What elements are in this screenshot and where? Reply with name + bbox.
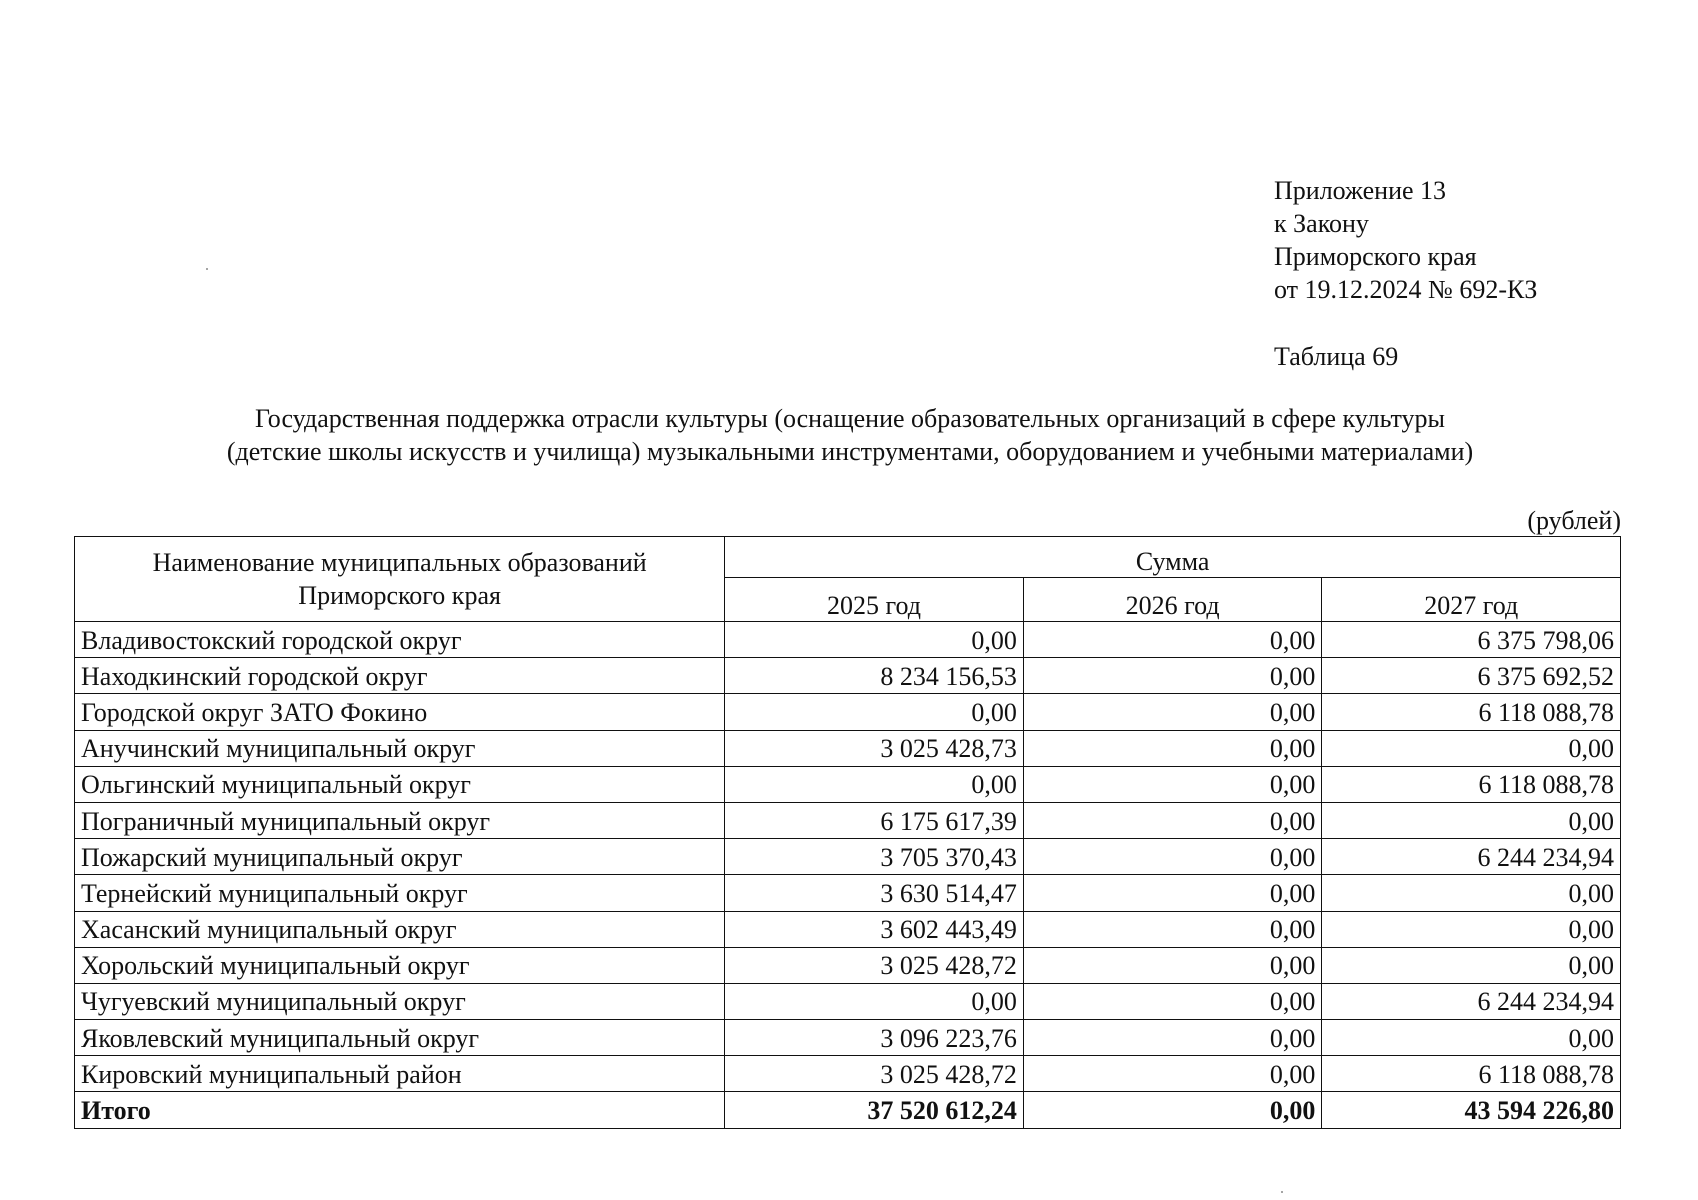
municipality-column-header	[75, 537, 725, 622]
amount-2027: 6 375 692,52	[1322, 658, 1621, 694]
appendix-reference	[1274, 174, 1537, 306]
document-title	[100, 402, 1600, 468]
amount-2027: 0,00	[1322, 911, 1621, 947]
amount-2025: 3 630 514,47	[725, 875, 1024, 911]
amount-2026: 0,00	[1023, 1092, 1322, 1128]
year-header-2025: 2025 год	[725, 578, 1024, 622]
table-row	[75, 1020, 1621, 1056]
amount-2026: 0,00	[1023, 766, 1322, 802]
amount-2025: 3 025 428,73	[725, 730, 1024, 766]
table-row	[75, 694, 1621, 730]
table-body	[75, 622, 1621, 1129]
table-row	[75, 658, 1621, 694]
municipality-name: Пожарский муниципальный округ	[75, 839, 725, 875]
table-number: Таблица 69	[1274, 342, 1399, 371]
amount-2025: 0,00	[725, 983, 1024, 1019]
appendix-line: Приложение 13	[1274, 176, 1447, 205]
table-row	[75, 622, 1621, 658]
amount-2027: 0,00	[1322, 802, 1621, 838]
scan-speck	[1281, 1191, 1283, 1193]
municipality-name: Пограничный муниципальный округ	[75, 802, 725, 838]
units-label: (рублей)	[1527, 506, 1621, 535]
municipality-name: Кировский муниципальный район	[75, 1056, 725, 1092]
municipality-name: Хасанский муниципальный округ	[75, 911, 725, 947]
appendix-line: к Закону	[1274, 209, 1369, 238]
table-row	[75, 911, 1621, 947]
amount-2027: 6 375 798,06	[1322, 622, 1621, 658]
amount-2027: 6 244 234,94	[1322, 983, 1621, 1019]
municipality-name: Тернейский муниципальный округ	[75, 875, 725, 911]
amount-2025: 6 175 617,39	[725, 802, 1024, 838]
amount-2025: 37 520 612,24	[725, 1092, 1024, 1128]
amount-2026: 0,00	[1023, 658, 1322, 694]
table-row	[75, 730, 1621, 766]
municipality-name: Чугуевский муниципальный округ	[75, 983, 725, 1019]
amount-2025: 0,00	[725, 622, 1024, 658]
amount-2025: 3 602 443,49	[725, 911, 1024, 947]
amount-2025: 3 096 223,76	[725, 1020, 1024, 1056]
amount-2026: 0,00	[1023, 1056, 1322, 1092]
table-row	[75, 802, 1621, 838]
header-line: Приморского края	[298, 581, 501, 610]
table-row	[75, 983, 1621, 1019]
amount-2026: 0,00	[1023, 875, 1322, 911]
table-row	[75, 1056, 1621, 1092]
header-line: Наименование муниципальных образований	[152, 548, 647, 577]
amount-2027: 0,00	[1322, 947, 1621, 983]
municipality-name: Городской округ ЗАТО Фокино	[75, 694, 725, 730]
sum-column-header: Сумма	[725, 537, 1621, 578]
table-row	[75, 839, 1621, 875]
amount-2026: 0,00	[1023, 911, 1322, 947]
amount-2025: 8 234 156,53	[725, 658, 1024, 694]
title-line: (детские школы искусств и училища) музыкальными инструментами, оборудованием и учебными материалами)	[226, 437, 1474, 466]
amount-2026: 0,00	[1023, 947, 1322, 983]
amount-2027: 6 118 088,78	[1322, 694, 1621, 730]
year-header-2027: 2027 год	[1322, 578, 1621, 622]
municipality-name: Ольгинский муниципальный округ	[75, 766, 725, 802]
total-row	[75, 1092, 1621, 1128]
municipality-name: Находкинский городской округ	[75, 658, 725, 694]
appendix-line: Приморского края	[1274, 242, 1477, 271]
amount-2025: 0,00	[725, 766, 1024, 802]
table-row	[75, 766, 1621, 802]
amount-2026: 0,00	[1023, 802, 1322, 838]
amount-2027: 43 594 226,80	[1322, 1092, 1621, 1128]
amount-2026: 0,00	[1023, 694, 1322, 730]
amount-2027: 6 244 234,94	[1322, 839, 1621, 875]
municipality-name: Хорольский муниципальный округ	[75, 947, 725, 983]
municipality-name: Яковлевский муниципальный округ	[75, 1020, 725, 1056]
amount-2025: 3 025 428,72	[725, 947, 1024, 983]
municipality-name: Анучинский муниципальный округ	[75, 730, 725, 766]
amount-2026: 0,00	[1023, 622, 1322, 658]
amount-2026: 0,00	[1023, 983, 1322, 1019]
amount-2027: 6 118 088,78	[1322, 1056, 1621, 1092]
amount-2027: 0,00	[1322, 1020, 1621, 1056]
year-header-2026: 2026 год	[1023, 578, 1322, 622]
funding-table	[74, 536, 1621, 1129]
amount-2026: 0,00	[1023, 730, 1322, 766]
appendix-line: от 19.12.2024 № 692-КЗ	[1274, 275, 1538, 304]
amount-2027: 0,00	[1322, 730, 1621, 766]
scan-speck	[206, 268, 208, 270]
total-label: Итого	[75, 1092, 725, 1128]
amount-2027: 6 118 088,78	[1322, 766, 1621, 802]
table-row	[75, 875, 1621, 911]
amount-2026: 0,00	[1023, 839, 1322, 875]
amount-2026: 0,00	[1023, 1020, 1322, 1056]
amount-2025: 0,00	[725, 694, 1024, 730]
municipality-name: Владивостокский городской округ	[75, 622, 725, 658]
amount-2025: 3 705 370,43	[725, 839, 1024, 875]
table-row	[75, 947, 1621, 983]
amount-2027: 0,00	[1322, 875, 1621, 911]
title-line: Государственная поддержка отрасли культуры (оснащение образовательных организаций в сфере культуры	[255, 404, 1445, 433]
amount-2025: 3 025 428,72	[725, 1056, 1024, 1092]
